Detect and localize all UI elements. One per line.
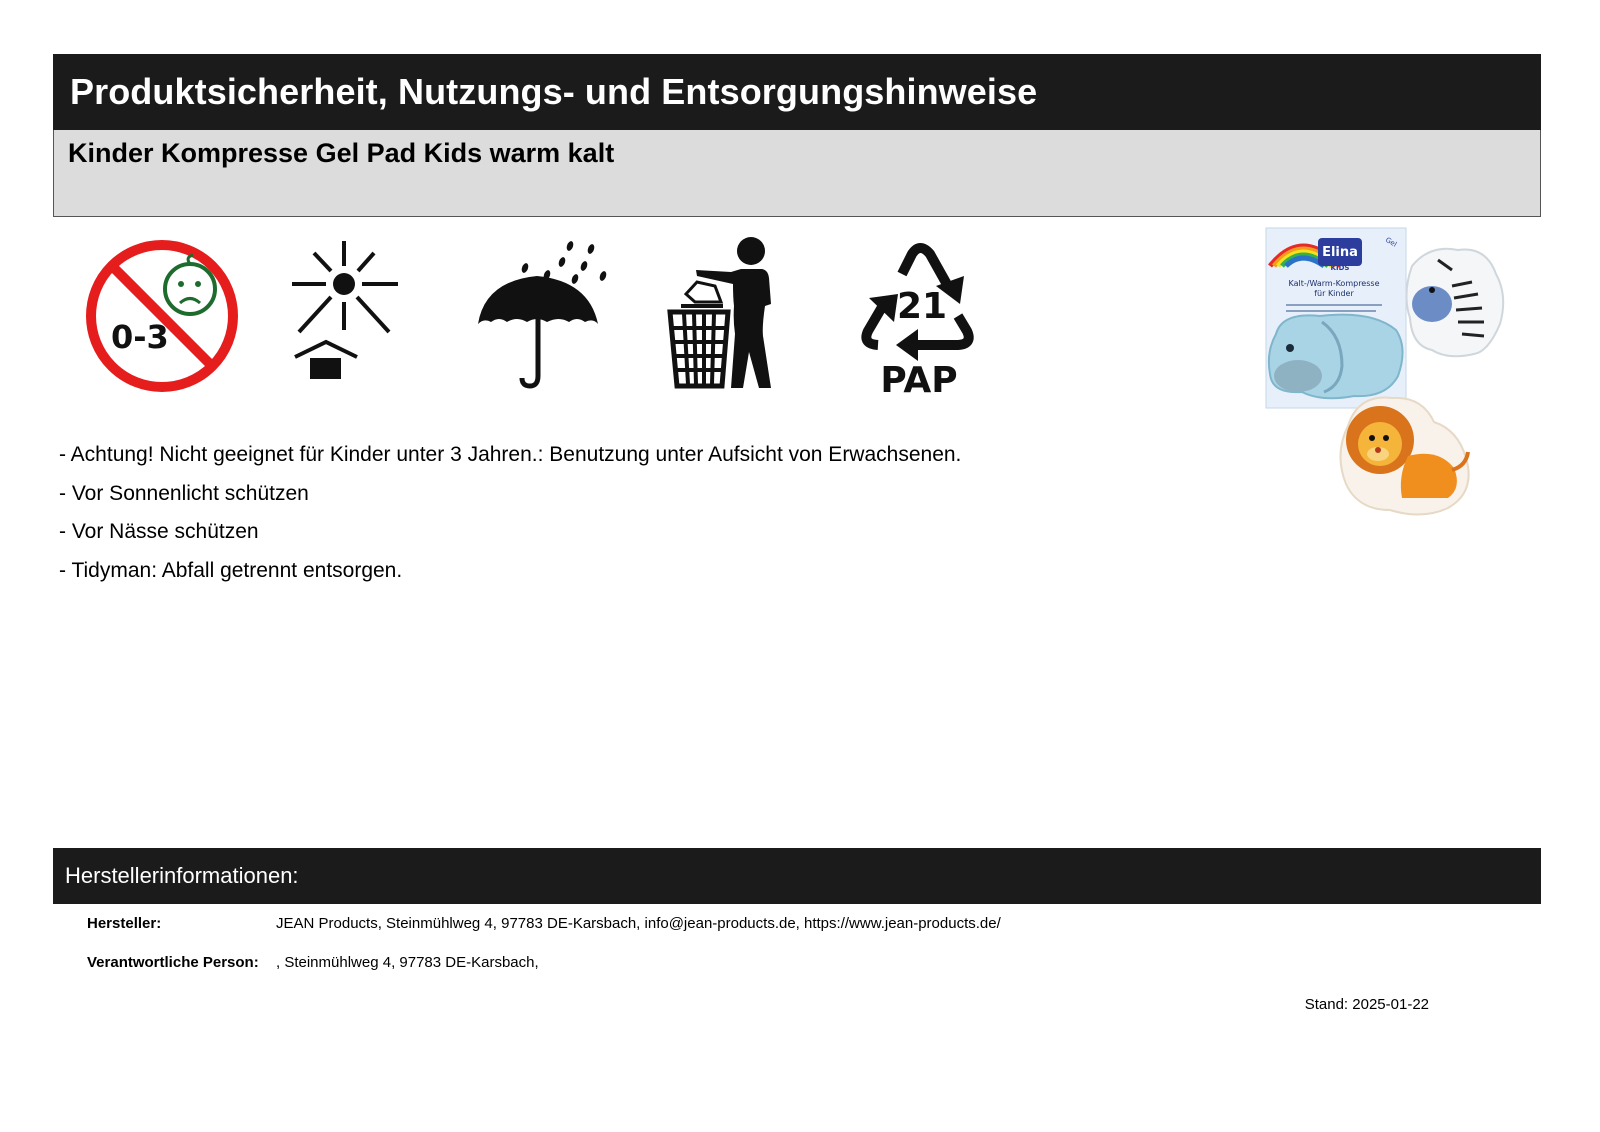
note-sunlight: - Vor Sonnenlicht schützen <box>59 481 309 505</box>
package-brand: Elina <box>1322 245 1358 260</box>
recycling-pap-icon <box>852 232 992 400</box>
tidyman-icon <box>667 236 797 391</box>
manufacturer-value: JEAN Products, Steinmühlweg 4, 97783 DE-Karsbach, info@jean-products.de, https://www.jean-products.de/ <box>276 915 1001 932</box>
package-badge: Gel <box>1383 235 1399 249</box>
manufacturer-info-bar <box>53 848 1541 904</box>
document-date: Stand: 2025-01-22 <box>1304 996 1429 1013</box>
safety-icons-row <box>82 236 1002 406</box>
product-photo <box>1262 226 1532 526</box>
title-bar <box>53 54 1541 130</box>
not-for-children-under-3-icon <box>82 236 242 396</box>
keep-away-from-sunlight-icon <box>292 236 402 386</box>
responsible-person-label: Verantwortliche Person: <box>87 954 259 971</box>
package-line-2: für Kinder <box>1314 289 1354 298</box>
product-name-box <box>53 130 1541 217</box>
manufacturer-label: Hersteller: <box>87 915 162 932</box>
note-age-warning: - Achtung! Nicht geeignet für Kinder unter 3 Jahren.: Benutzung unter Aufsicht von Erwachsenen. <box>59 443 962 466</box>
note-tidyman: - Tidyman: Abfall getrennt entsorgen. <box>59 558 403 582</box>
product-name: Kinder Kompresse Gel Pad Kids warm kalt <box>68 138 615 168</box>
keep-dry-icon <box>477 236 612 391</box>
note-moisture: - Vor Nässe schützen <box>59 520 259 543</box>
recycling-number: 21 <box>896 286 948 327</box>
responsible-person-value: , Steinmühlweg 4, 97783 DE-Karsbach, <box>276 954 539 971</box>
recycling-code: PAP <box>880 360 958 400</box>
age-range-label: 0-3 <box>111 318 169 356</box>
package-line-1: Kalt-/Warm-Kompresse <box>1288 279 1380 288</box>
page-title: Produktsicherheit, Nutzungs- und Entsorgungshinweise <box>70 71 1038 112</box>
package-sub-brand: KIDS <box>1330 264 1350 272</box>
manufacturer-heading: Herstellerinformationen: <box>65 863 299 888</box>
safety-notes-list <box>59 436 961 590</box>
